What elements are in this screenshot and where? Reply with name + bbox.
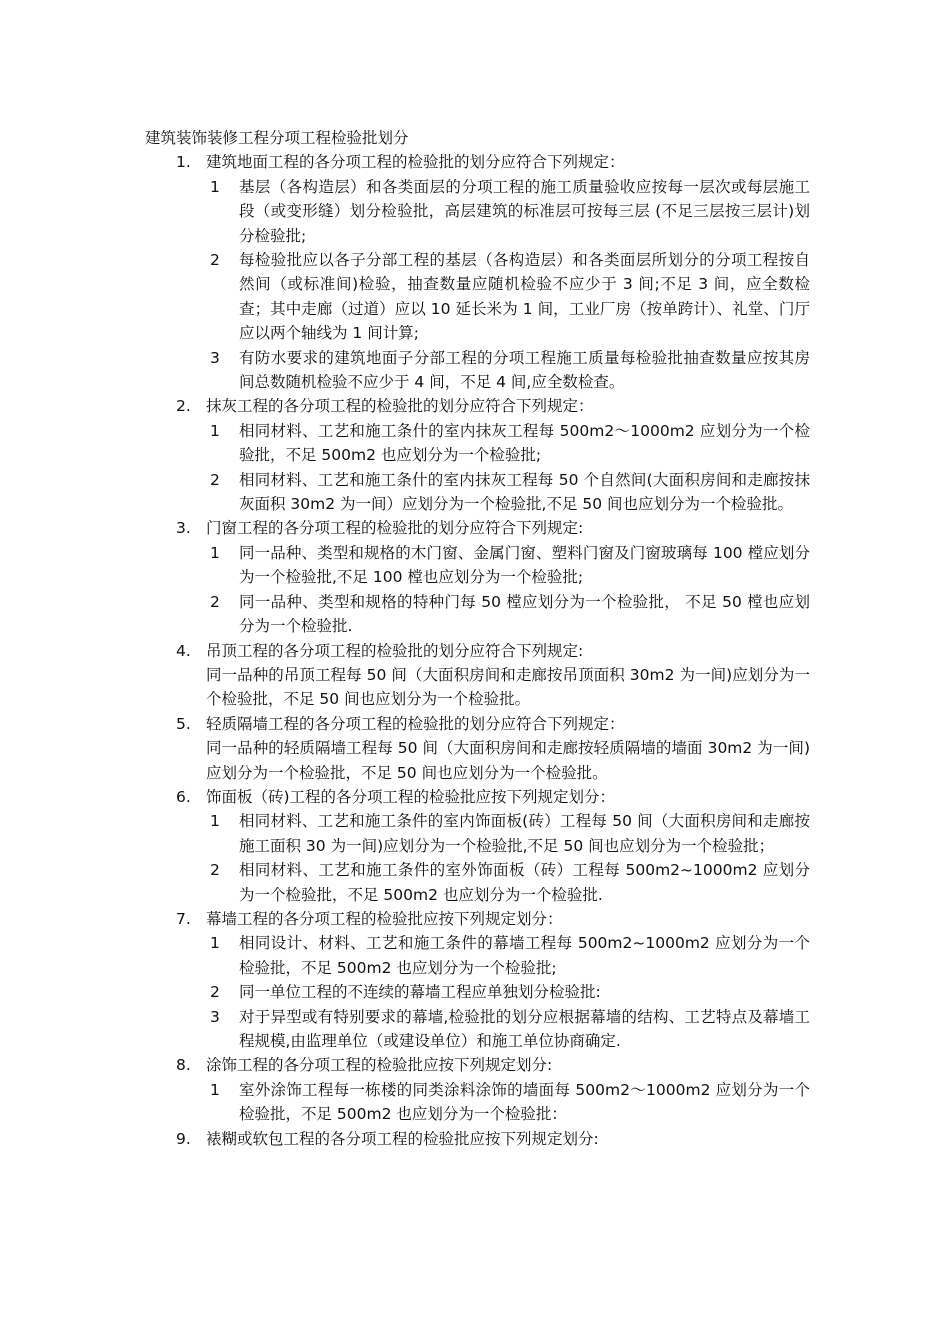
sub-item-number: 2 [210,251,220,270]
sub-item-list [145,931,810,1053]
section-title: 裱糊或软包工程的各分项工程的检验批应按下列规定划分: [206,1129,599,1148]
sub-item [145,175,810,248]
section-heading [145,785,810,809]
section-heading [145,1127,810,1151]
section-3 [145,516,810,638]
section-number: 3. [176,519,191,538]
section-heading [145,150,810,174]
section-6 [145,785,810,907]
section-list [145,150,810,1151]
sub-item-list [145,419,810,517]
section-number: 2. [176,397,191,416]
sub-item [145,1005,810,1054]
sub-item-list [145,1078,810,1127]
section-1 [145,150,810,394]
section-title: 吊顶工程的各分项工程的检验批的划分应符合下列规定: [206,641,584,660]
section-number: 6. [176,787,191,806]
section-number: 1. [176,153,191,172]
section-heading [145,1053,810,1077]
section-heading [145,712,810,736]
sub-item-number: 2 [210,592,220,611]
section-title: 门窗工程的各分项工程的检验批的划分应符合下列规定: [206,519,584,538]
sub-item-list [145,175,810,395]
sub-item [145,248,810,346]
section-8 [145,1053,810,1126]
section-title: 饰面板（砖)工程的各分项工程的检验批应按下列规定划分： [206,787,616,806]
sub-item [145,468,810,517]
section-title: 建筑地面工程的各分项工程的检验批的划分应符合下列规定： [206,153,625,172]
section-9 [145,1127,810,1151]
section-heading [145,907,810,931]
section-title: 幕墙工程的各分项工程的检验批应按下列规定划分： [206,909,563,928]
section-title: 轻质隔墙工程的各分项工程的检验批的划分应符合下列规定： [206,714,625,733]
section-number: 9. [176,1129,191,1148]
section-number: 5. [176,714,191,733]
sub-item-number: 3 [210,1007,220,1026]
sub-item-text: 每检验批应以各子分部工程的基层（各构造层）和各类面层所划分的分项工程按自然间（或标准间)检验，抽查数量应随机检验不应少于 3 间;不足 3 间，应全数检查；其中走廊（过道）应以 10 延长米为 1 间，工业厂房（按单跨计）、礼堂、门厅应以两个轴线为 1 间计算; [239,251,810,343]
section-body: 同一品种的吊顶工程每 50 间（大面积房间和走廊按吊顶面积 30m2 为一间)应划分为一个检验批，不足 50 间也应划分为一个检验批。 [206,665,810,709]
document-title: 建筑装饰装修工程分项工程检验批划分 [145,129,409,147]
sub-item [145,346,810,395]
sub-item-text: 相同材料、工艺和施工条什的室内抹灰工程每 500m2～1000m2 应划分为一个检验批，不足 500m2 也应划分为一个检验批; [239,421,810,465]
sub-item-number: 1 [210,177,220,196]
sub-item-text: 同一单位工程的不连续的幕墙工程应单独划分检验批: [239,983,601,1002]
sub-item-number: 2 [210,470,220,489]
section-title: 抹灰工程的各分项工程的检验批的划分应符合下列规定： [206,397,594,416]
sub-item-number: 3 [210,348,220,367]
section-5 [145,712,810,785]
sub-item-text: 有防水要求的建筑地面子分部工程的分项工程施工质量每检验批抽查数量应按其房间总数随机检验不应少于 4 间，不足 4 间,应全数检查。 [239,348,810,392]
sub-item-text: 相同设计、材料、工艺和施工条件的幕墙工程每 500m2~1000m2 应划分为一个检验批，不足 500m2 也应划分为一个检验批; [239,934,810,977]
sub-item-text: 基层（各构造层）和各类面层的分项工程的施工质量验收应按每一层次或每层施工段（或变形缝）划分检验批，高层建筑的标准层可按每三层 (不足三层按三层计)划分检验批; [239,177,810,245]
sub-item-number: 1 [210,934,220,953]
sub-item-number: 1 [210,812,220,831]
section-7 [145,907,810,1053]
sub-item [145,931,810,980]
sub-item-text: 同一品种、类型和规格的木门窗、金属门窗、塑料门窗及门窗玻璃每 100 樘应划分为一个检验批,不足 100 樘也应划分为一个检验批; [239,543,810,587]
section-number: 7. [176,909,191,928]
sub-item-text: 相同材料、工艺和施工条件的室内饰面板(砖）工程每 50 间（大面积房间和走廊按施工面积 30 为一间)应划分为一个检验批,不足 50 间也应划分为一个检验批； [239,812,810,855]
sub-item-text: 同一品种、类型和规格的特种门每 50 樘应划分为一个检验批， 不足 50 樘也应划分为一个检验批. [239,592,810,636]
sub-item [145,1078,810,1127]
sub-item-text: 相同材料、工艺和施工条件的室外饰面板（砖）工程每 500m2~1000m2 应划分为一个检验批，不足 500m2 也应划分为一个检验批. [239,861,810,904]
section-title: 涂饰工程的各分项工程的检验批应按下列规定划分: [206,1056,553,1075]
sub-item-list [145,809,810,907]
sub-item-text: 对于异型或有特别要求的幕墙,检验批的划分应根据幕墙的结构、工艺特点及幕墙工程规模,由监理单位（或建设单位）和施工单位协商确定. [239,1007,810,1051]
sub-item [145,590,810,639]
sub-item-number: 1 [210,543,220,562]
section-number: 4. [176,641,191,660]
sub-item-number: 1 [210,421,220,440]
sub-item-text: 相同材料、工艺和施工条什的室内抹灰工程每 50 个自然间(大面积房间和走廊按抹灰面积 30m2 为一间）应划分为一个检验批,不足 50 间也应划分为一个检验批。 [239,470,810,514]
sub-item [145,419,810,468]
section-number: 8. [176,1056,191,1075]
sub-item [145,858,810,907]
sub-item [145,541,810,590]
sub-item-number: 2 [210,861,220,880]
section-2 [145,394,810,516]
section-heading [145,394,810,418]
section-heading [145,639,810,663]
sub-item-number: 2 [210,983,220,1002]
section-heading [145,516,810,540]
sub-item-text: 室外涂饰工程每一栋楼的同类涂料涂饰的墙面每 500m2～1000m2 应划分为一个检验批，不足 500m2 也应划分为一个检验批： [239,1080,810,1124]
section-4 [145,639,810,712]
sub-item-list [145,541,810,639]
sub-item-number: 1 [210,1080,220,1099]
section-body: 同一品种的轻质隔墙工程每 50 间（大面积房间和走廊按轻质隔墙的墙面 30m2 为一间)应划分为一个检验批，不足 50 间也应划分为一个检验批。 [206,739,810,782]
sub-item [145,980,810,1004]
sub-item [145,809,810,858]
